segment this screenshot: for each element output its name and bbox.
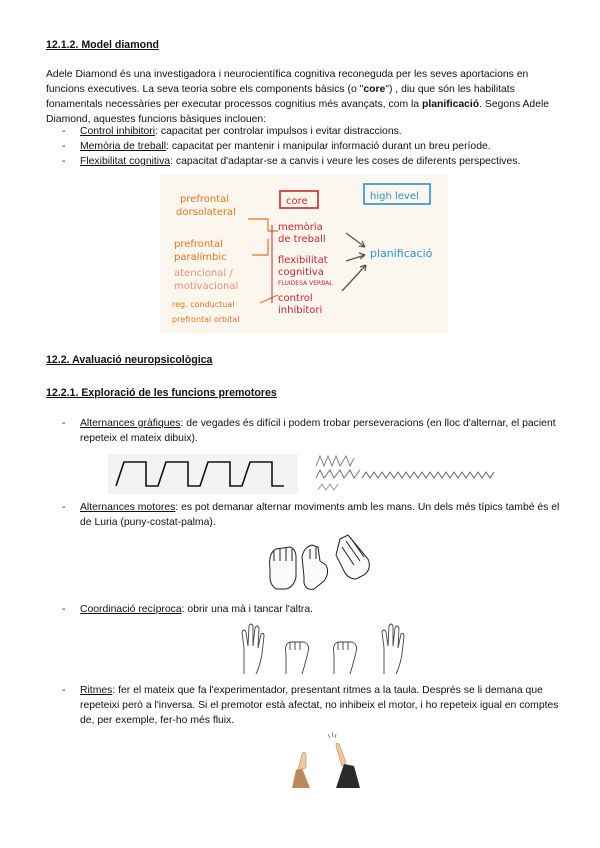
diagram-mid-label: memòria [278, 222, 323, 233]
left-hand [298, 752, 306, 770]
left-sleeve [292, 768, 310, 788]
list-item-term: Flexibilitat cognitiva [80, 156, 171, 167]
diagram-target-label: planificació [370, 247, 433, 260]
list-item-alternances-motores: - Alternances motores: es pot demanar alternar moviments amb les mans. Un dels més típics també és el de Luria (puny-costat-palma). [62, 502, 560, 528]
intro-core-term: core [363, 84, 386, 95]
list-item-term: Memòria de treball [80, 141, 167, 152]
intro-text-3: . Segons Adele Diamond, aquestes funcions bàsiques inclouen: [46, 99, 550, 125]
diagram-mid-label: de treball [278, 234, 326, 245]
diagram-left-label: prefrontal [174, 239, 224, 250]
list-item-flexibilitat: - Flexibilitat cognitiva: capacitat d'adaptar-se a canvis i veure les coses de diferents perspectives. [62, 156, 521, 167]
right-sleeve [336, 764, 360, 788]
intro-text-2: ") , diu que són les habilitats fonamentals necessàries per executar processos cognitius més avançats, com la [46, 84, 515, 110]
tap-marks [328, 732, 336, 738]
diagram-mid-label: flexibilitat [278, 255, 328, 266]
list-item-desc: : capacitat per mantenir i manipular informació durant un breu període. [166, 141, 491, 152]
list-item-desc: : de vegades és difícil i podem trobar perseveracions (en lloc d'alternar, el pacient repeteix el mateix dibuix). [80, 418, 556, 444]
intro-paragraph [46, 67, 566, 127]
graphic-alternation-pattern [108, 454, 298, 494]
list-item-desc: : fer el mateix que fa l'experimentador, presentant ritmes a la taula. Després se li demana que repeteixi però a l'inversa. Si el premotor està afectat, no inhibeix el motor, i ho repeteix igual en comptes de, per exemple, fer-ho més fluix. [80, 685, 559, 726]
list-item-alternances-grafiques: - Alternances gràfiques: de vegades és difícil i podem trobar perseveracions (en lloc d'alternar, el pacient repeteix el mateix dibuix). [62, 418, 556, 444]
list-item-desc: : obrir una mà i tancar l'altra. [181, 604, 314, 615]
diagram-left-label: prefrontal orbital [172, 315, 240, 324]
diagram-high-level-label: high level [370, 191, 419, 202]
list-item-term: Ritmes [80, 685, 113, 696]
diagram-left-label: paralímbic [174, 252, 227, 263]
diagram-mid-label: control [278, 293, 313, 304]
list-item-ritmes: - Ritmes: fer el mateix que fa l'experimentador, presentant ritmes a la taula. Després se li demana que repeteixi però a l'inversa. Si el premotor està afectat, no inhibeix el motor, i ho repeteix igual en comptes de, per exemple, fer-ho més fluix. [62, 685, 559, 726]
diagram-mid-label: inhibitori [278, 305, 323, 316]
section-heading-avaluacio: 12.2. Avaluació neuropsicològica [46, 354, 213, 366]
subsection-heading-premotores: 12.2.1. Exploració de les funcions premotores [46, 387, 277, 399]
diamond-model-diagram [160, 175, 448, 333]
diagram-left-label: prefrontal [180, 194, 230, 205]
list-item-coordinacio-reciproca: - Coordinació recíproca: obrir una mà i tancar l'altra. [62, 604, 314, 615]
intro-plan-term: planificació [421, 99, 480, 110]
perseveration-pattern [312, 448, 500, 494]
list-item-desc: : capacitat per controlar impulsos i evitar distraccions. [155, 126, 402, 137]
list-item-term: Alternances gràfiques [80, 418, 181, 429]
list-item-memoria-treball: - Memòria de treball: capacitat per mantenir i manipular informació durant un breu període. [62, 141, 491, 152]
list-item-desc: : es pot demanar alternar moviments amb les mans. Un dels més típics també és el de Luria (puny-costat-palma). [80, 502, 560, 528]
luria-hands-illustration [264, 531, 376, 597]
rhythm-hands-illustration [288, 730, 364, 790]
section-heading-model-diamond: 12.1.2. Model diamond [46, 39, 160, 51]
list-item-control-inhibitori: - Control inhibitori: capacitat per controlar impulsos i evitar distraccions. [62, 126, 402, 137]
diagram-left-label: dorsolateral [176, 207, 236, 218]
intro-text-1: Adele Diamond és una investigadora i neurocientífica cognitiva reconeguda per les seves aportacions en funcions executives. La seva teoria sobre els components bàsics (o " [46, 69, 529, 95]
reciprocal-coordination-illustration [238, 620, 408, 678]
diagram-core-label: core [286, 196, 308, 207]
list-item-term: Control inhibitori [80, 126, 156, 137]
diagram-left-label: reg. conductual [172, 300, 235, 309]
right-hand [336, 743, 346, 766]
diagram-mid-label: FLUIDESA VERBAL [278, 280, 333, 287]
list-item-term: Alternances motores [80, 502, 176, 513]
list-item-term: Coordinació recíproca [80, 604, 182, 615]
list-item-desc: : capacitat d'adaptar-se a canvis i veure les coses de diferents perspectives. [170, 156, 521, 167]
diagram-left-label: atencional / [174, 268, 233, 279]
diagram-mid-label: cognitiva [278, 267, 324, 278]
diagram-left-label: motivacional [174, 281, 239, 292]
